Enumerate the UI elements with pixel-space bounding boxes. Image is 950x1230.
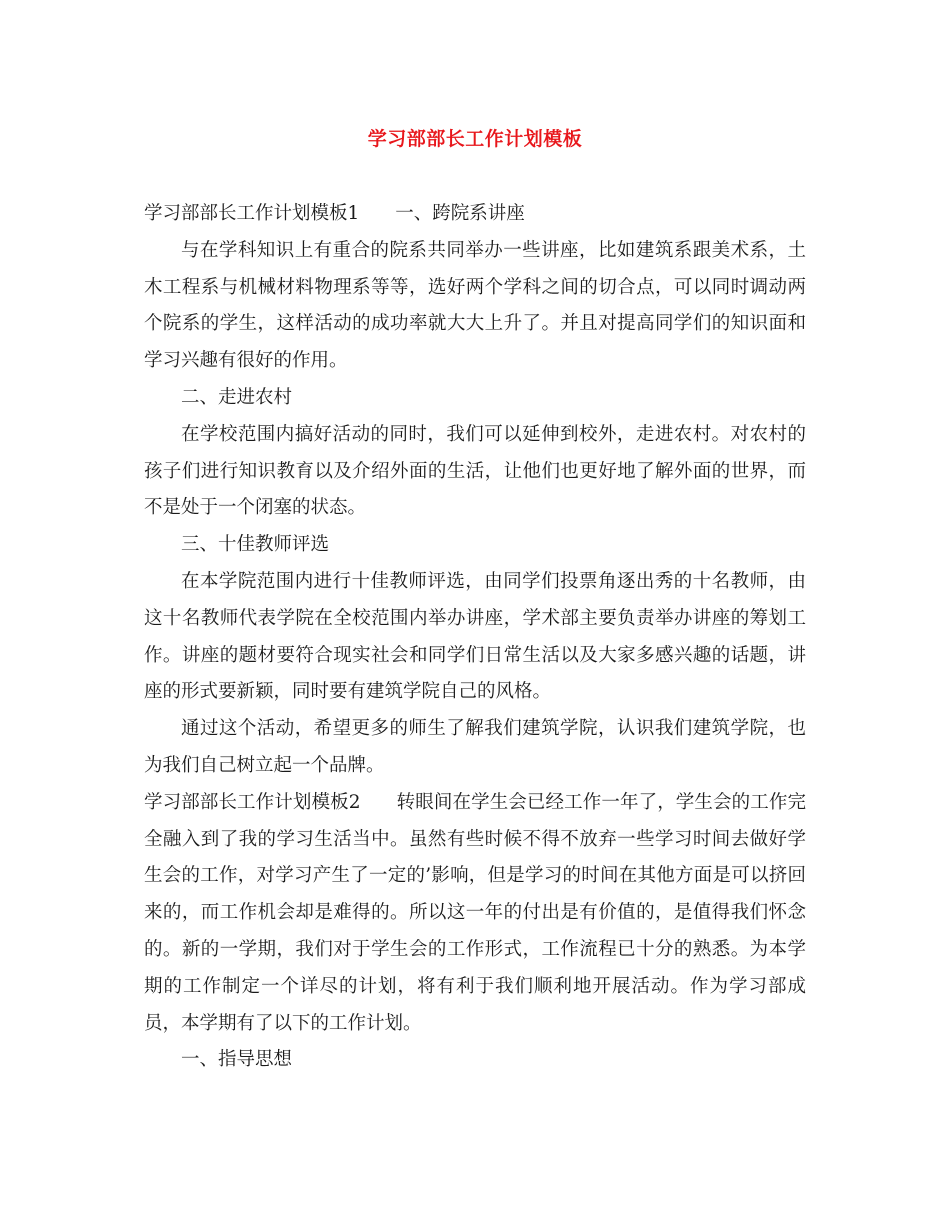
- section-2-label: 学习部部长工作计划模板2: [144, 791, 361, 813]
- section-1-paragraph-2: 在学校范围内搞好活动的同时，我们可以延伸到校外，走进农村。对农村的孩子们进行知识教育以及介绍外面的生活，让他们也更好地了解外面的世界，而不是处于一个闭塞的状态。: [144, 423, 806, 519]
- section-2-heading-1: 一、指导思想: [181, 1049, 293, 1071]
- section-1-paragraph-1: 与在学科知识上有重合的院系共同举办一些讲座，比如建筑系跟美术系，土木工程系与机械材料物理系等等，选好两个学科之间的切合点，可以同时调动两个院系的学生，这样活动的成功率就大大上升了。并且对提高同学们的知识面和学习兴趣有很好的作用。: [144, 239, 806, 372]
- section-1-label: 学习部部长工作计划模板1: [144, 203, 360, 224]
- section-2-paragraph-1: [144, 785, 806, 1043]
- section-1-heading-3: 三、十佳教师评选: [181, 534, 330, 556]
- section-1-paragraph-3: 在本学院范围内进行十佳教师评选，由同学们投票角逐出秀的十名教师，由这十名教师代表学院在全校范围内举办讲座，学术部主要负责举办讲座的筹划工作。讲座的题材要符合现实社会和同学们日常生活以及大家多感兴趣的话题，讲座的形式要新颖，同时要有建筑学院自己的风格。: [144, 570, 806, 703]
- section-1-paragraph-4: 通过这个活动，希望更多的师生了解我们建筑学院，认识我们建筑学院，也为我们自己树立起一个品牌。: [144, 718, 806, 776]
- document-body: [144, 196, 806, 1079]
- section-1-heading-2: 二、走进农村: [181, 386, 293, 408]
- document-title: 学习部部长工作计划模板: [367, 128, 583, 150]
- section-1-heading-1: 一、跨院系讲座: [395, 203, 525, 224]
- section-1-lead-line: [144, 196, 806, 233]
- section-2-paragraph-1-text: 转眼间在学生会已经工作一年了，学生会的工作完全融入到了我的学习生活当中。虽然有些时候不得不放弃一些学习时间去做好学生会的工作，对学习产生了一定的’影响，但是学习的时间在其他方面是可以挤回来的，而工作机会却是难得的。所以这一年的付出是有价值的，是值得我们怀念的。新的一学期，我们对于学生会的工作形式，工作流程已十分的熟悉。为本学期的工作制定一个详尽的计划，将有利于我们顺利地开展活动。作为学习部成员，本学期有了以下的工作计划。: [144, 791, 806, 1034]
